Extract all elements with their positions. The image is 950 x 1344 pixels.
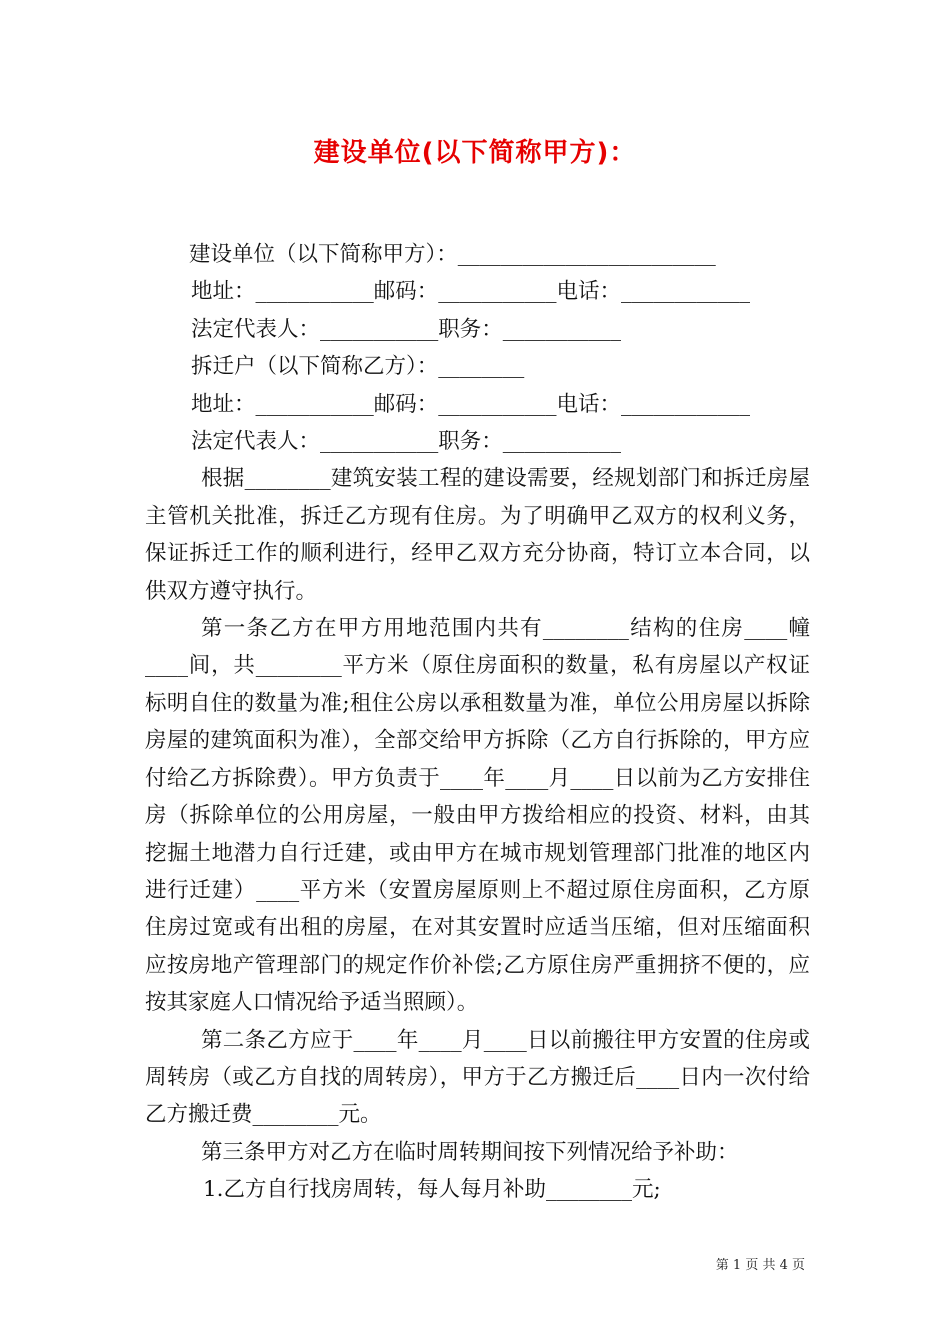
party-a-representative-line: 法定代表人：___________职务：___________ (191, 316, 622, 342)
article-2-paragraph: 第二条乙方应于____年____月____日以前搬往甲方安置的住房或周转房（或乙方自找的周转房），甲方于乙方搬迁后____日内一次付给乙方搬迁费________元。 (145, 1027, 810, 1128)
preamble-paragraph: 根据________建筑安装工程的建设需要，经规划部门和拆迁房屋主管机关批准，拆迁乙方现有住房。为了明确甲乙双方的权利义务，保证拆迁工作的顺利进行，经甲乙双方充分协商，特订立本合同，以供双方遵守执行。 (145, 466, 810, 604)
document-title: 建设单位(以下简称甲方)： (313, 138, 637, 168)
article-3-paragraph: 第三条甲方对乙方在临时周转期间按下列情况给予补助： (201, 1139, 739, 1165)
party-b-representative-line: 法定代表人：___________职务：___________ (191, 429, 622, 455)
party-a-name-line: 建设单位（以下简称甲方）：________________________ (189, 242, 716, 267)
party-b-name-line: 拆迁户（以下简称乙方）：________ (191, 354, 525, 380)
party-a-address-line: 地址：___________邮码：___________电话：____________ (191, 279, 751, 305)
article-3-item-1: 1.乙方自行找房周转，每人每月补助________元; (203, 1177, 661, 1203)
page-number: 第 1 页 共 4 页 (715, 1258, 805, 1273)
document-body (145, 236, 810, 1209)
article-1-paragraph: 第一条乙方在甲方用地范围内共有________结构的住房____幢____间，共________平方米（原住房面积的数量，私有房屋以产权证标明自住的数量为准;租住公房以承租数量为准，单位公用房屋以拆除房屋的建筑面积为准），全部交给甲方拆除（乙方自行拆除的，甲方应付给乙方拆除费）。甲方负责于____年____月____日以前为乙方安排住房（拆除单位的公用房屋，一般由甲方拨给相应的投资、材料，由其挖掘土地潜力自行迁建，或由甲方在城市规划管理部门批准的地区内进行迁建）____平方米（安置房屋原则上不超过原住房面积，乙方原住房过宽或有出租的房屋，在对其安置时应适当压缩，但对压缩面积应按房地产管理部门的规定作价补偿;乙方原住房严重拥挤不便的，应按其家庭人口情况给予适当照顾）。 (145, 616, 810, 1016)
party-b-address-line: 地址：___________邮码：___________电话：____________ (191, 391, 751, 417)
